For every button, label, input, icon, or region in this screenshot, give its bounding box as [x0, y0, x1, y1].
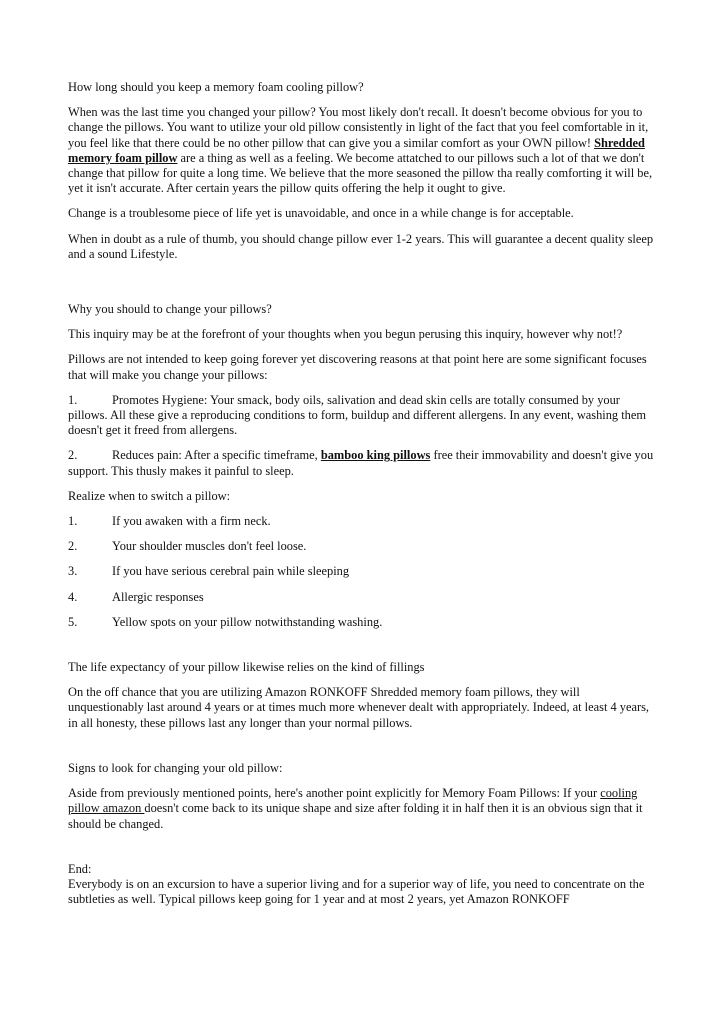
- section-spacer: [68, 842, 654, 862]
- life-paragraph-1: On the off chance that you are utilizing Amazon RONKOFF Shredded memory foam pillows, they will unquestionably last around 4 years or at times much more whenever dealt with appropriately. Indeed, at least 4 years, in all honesty, these pillows last any longer than your normal pillows.: [68, 685, 650, 730]
- list-item-number: 3.: [68, 564, 78, 579]
- list-item-text: If you awaken with a firm neck.: [112, 514, 271, 529]
- list-item-text: Allergic responses: [112, 589, 204, 604]
- shredded-memory-foam-pillow-link[interactable]: Shredded memory foam pillow: [68, 135, 645, 165]
- why-paragraph-1: This inquiry may be at the forefront of your thoughts when you begun perusing this inquiry, however why not!?: [68, 327, 623, 342]
- why-point-1: [68, 393, 654, 439]
- life-heading: The life expectancy of your pillow likewise relies on the kind of fillings: [68, 660, 425, 675]
- bamboo-king-pillows-link[interactable]: bamboo king pillows: [320, 448, 431, 463]
- end-paragraph-1: Everybody is on an excursion to have a superior living and for a superior way of life, you need to concentrate on the subtleties as well. Typical pillows keep going for 1 year and at most 2 years, yet Amazon RONKOFF: [68, 876, 645, 907]
- signs-paragraph-1: [68, 786, 654, 832]
- why-paragraph-2: Pillows are not intended to keep going forever yet discovering reasons at that point here are some significant focuses that will make you change your pillows:: [68, 352, 647, 382]
- signs-p1-text-after: doesn't come back to its unique shape and size after folding it in half then it is an obvious sign that it should be changed.: [68, 801, 643, 831]
- why-point-1-text: Promotes Hygiene: Your smack, body oils, salivation and dead skin cells are totally consumed by your pillows. All these give a reproducing conditions to form, buildup and different allergens. In any event, washing them doesn't get it freed from allergens.: [68, 392, 646, 438]
- intro-heading: How long should you keep a memory foam cooling pillow?: [68, 80, 364, 94]
- list-item-text: Yellow spots on your pillow notwithstanding washing.: [112, 614, 383, 629]
- list-item-number: 1.: [68, 514, 78, 529]
- list-item: [68, 514, 654, 529]
- signs-heading: Signs to look for changing your old pillow:: [68, 760, 283, 775]
- cooling-pillow-amazon-link[interactable]: cooling pillow amazon: [68, 786, 638, 816]
- intro-paragraph-2: Change is a troublesome piece of life yet is unavoidable, and once in a while change is for acceptable.: [68, 206, 574, 221]
- why-point-2: [68, 448, 654, 478]
- section-spacer: [68, 272, 654, 302]
- signs-p1-text-before: Aside from previously mentioned points, here's another point explicitly for Memory Foam Pillows: If your: [68, 786, 601, 801]
- why-point-2-text-before: Reduces pain: After a specific timeframe,: [112, 448, 321, 463]
- intro-paragraph-3: When in doubt as a rule of thumb, you should change pillow ever 1-2 years. This will guarantee a decent quality sleep and a sound Lifestyle.: [68, 231, 654, 261]
- intro-paragraph-1: [68, 105, 654, 196]
- list-item-number: 2.: [68, 539, 78, 554]
- why-heading: Why you should to change your pillows?: [68, 302, 272, 317]
- list-item: [68, 539, 654, 554]
- end-heading: End:: [68, 861, 92, 876]
- why-point-1-number: 1.: [68, 392, 78, 407]
- switch-signs-list: [68, 514, 654, 630]
- list-item-number: 5.: [68, 614, 78, 629]
- list-item: [68, 615, 654, 630]
- list-item-text: Your shoulder muscles don't feel loose.: [112, 539, 307, 554]
- section-spacer: [68, 640, 654, 660]
- why-point-2-number: 2.: [68, 448, 78, 463]
- list-item-text: If you have serious cerebral pain while sleeping: [112, 564, 350, 579]
- list-item: [68, 564, 654, 579]
- list-item: [68, 590, 654, 605]
- list-item-number: 4.: [68, 589, 78, 604]
- section-spacer: [68, 741, 654, 761]
- why-point-2-text-after: free their immovability and doesn't give you support. This thusly makes it painful to sleep.: [68, 448, 654, 478]
- realize-heading: Realize when to switch a pillow:: [68, 488, 231, 503]
- intro-p1-text-before: When was the last time you changed your pillow? You most likely don't recall. It doesn't become obvious for you to change the pillows. You want to utilize your old pillow consistently in light of the fact that you feel comfortable in it, you feel like that there could be no other pillow that can give you a similar comfort as your OWN pillow!: [68, 105, 649, 150]
- document-page: [68, 80, 654, 907]
- intro-p1-text-after: are a thing as well as a feeling. We become attatched to our pillows such a lot of that we don't change that pillow for quite a long time. We believe that the more seasoned the pillow tha really comforting it will be, yet it isn't accurate. After certain years the pillow quits offering the help it ought to give.: [68, 150, 653, 196]
